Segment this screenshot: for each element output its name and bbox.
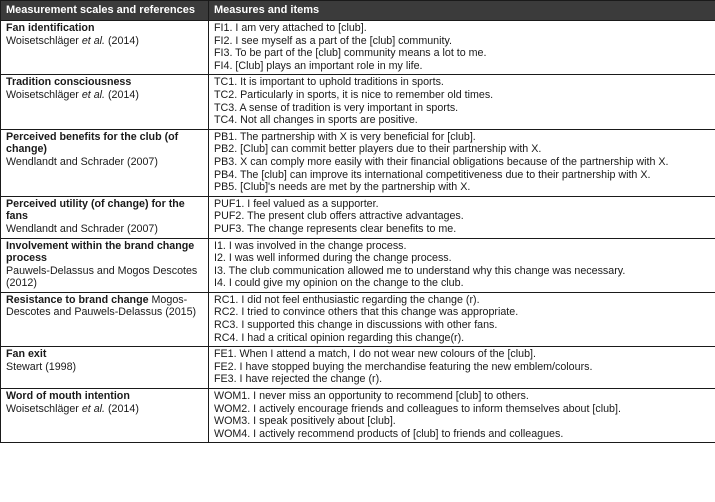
- scale-name: Fan identification: [6, 22, 95, 34]
- item-text: TC1. It is important to uphold traditions in sports.: [214, 76, 444, 89]
- scale-cell: [1, 238, 209, 292]
- scale-reference: Woisetschläger et al. (2014): [6, 402, 139, 415]
- item-text: TC4. Not all changes in sports are positive.: [214, 114, 418, 127]
- item-text: PB5. [Club]'s needs are met by the partnership with X.: [214, 181, 471, 194]
- scale-name: Involvement within the brand change process: [6, 239, 195, 265]
- scale-reference: Pauwels-Delassus and Mogos Descotes (2012): [6, 264, 198, 290]
- scale-cell: [1, 292, 209, 346]
- item-text: I2. I was well informed during the change process.: [214, 252, 452, 265]
- header-scales: Measurement scales and references: [1, 1, 209, 21]
- table-row: [1, 389, 715, 443]
- items-cell: [209, 347, 715, 389]
- scale-cell: [1, 347, 209, 389]
- scale-reference: Mogos-Descotes and Pauwels-Delassus (2015): [6, 293, 197, 319]
- scale-reference: Wendlandt and Schrader (2007): [6, 222, 158, 235]
- scale-cell: [1, 129, 209, 196]
- scale-cell: [1, 21, 209, 75]
- scale-name: Fan exit: [6, 348, 47, 361]
- item-text: PUF3. The change represents clear benefits to me.: [214, 222, 457, 235]
- item-text: PUF2. The present club offers attractive advantages.: [214, 210, 464, 223]
- item-text: FI1. I am very attached to [club].: [214, 22, 367, 34]
- item-text: I1. I was involved in the change process.: [214, 239, 407, 252]
- table-row: [1, 347, 715, 389]
- item-text: WOM1. I never miss an opportunity to recommend [club] to others.: [214, 390, 529, 403]
- scale-cell: [1, 75, 209, 129]
- scale-name: Tradition consciousness: [6, 76, 132, 89]
- scale-cell: [1, 196, 209, 238]
- item-text: WOM2. I actively encourage friends and colleagues to inform themselves about [club].: [214, 402, 621, 415]
- scale-name: Word of mouth intention: [6, 390, 130, 403]
- item-text: FE3. I have rejected the change (r).: [214, 373, 383, 386]
- table-row: [1, 75, 715, 129]
- scale-reference: Stewart (1998): [6, 360, 77, 373]
- table-row: [1, 238, 715, 292]
- item-text: PB2. [Club] can commit better players due to their partnership with X.: [214, 143, 542, 156]
- items-cell: [209, 75, 715, 129]
- scale-name: Perceived benefits for the club (of change): [6, 130, 179, 156]
- item-text: PB4. The [club] can improve its international competitiveness due to their partnership with X.: [214, 168, 651, 181]
- item-text: WOM3. I speak positively about [club].: [214, 415, 396, 428]
- items-cell: [209, 292, 715, 346]
- items-cell: [209, 389, 715, 443]
- item-text: PB3. X can comply more easily with their financial obligations because of the partnership with X.: [214, 155, 669, 168]
- item-text: TC2. Particularly in sports, it is nice to remember old times.: [214, 88, 494, 101]
- item-text: RC2. I tried to convince others that this change was appropriate.: [214, 306, 519, 319]
- item-text: FI2. I see myself as a part of the [club] community.: [214, 34, 452, 47]
- scale-name: Perceived utility (of change) for the fans: [6, 197, 185, 223]
- items-cell: [209, 21, 715, 75]
- item-text: FE1. When I attend a match, I do not wear new colours of the [club].: [214, 348, 536, 361]
- item-text: RC3. I supported this change in discussions with other fans.: [214, 319, 498, 332]
- scale-name: Resistance to brand change: [6, 293, 149, 306]
- scale-reference: Woisetschläger et al. (2014): [6, 88, 139, 101]
- scale-cell: [1, 389, 209, 443]
- table-header-row: [1, 1, 715, 21]
- table-row: [1, 292, 715, 346]
- item-text: PB1. The partnership with X is very beneficial for [club].: [214, 130, 476, 143]
- item-text: PUF1. I feel valued as a supporter.: [214, 197, 379, 210]
- header-measures: Measures and items: [209, 1, 715, 21]
- item-text: RC1. I did not feel enthusiastic regarding the change (r).: [214, 293, 480, 306]
- items-cell: [209, 129, 715, 196]
- table-row: [1, 196, 715, 238]
- items-cell: [209, 238, 715, 292]
- item-text: I4. I could give my opinion on the change to the club.: [214, 277, 464, 290]
- item-text: FE2. I have stopped buying the merchandise featuring the new emblem/colours.: [214, 360, 593, 373]
- item-text: FI3. To be part of the [club] community means a lot to me.: [214, 47, 487, 60]
- scale-reference: Woisetschläger et al. (2014): [6, 34, 139, 47]
- item-text: FI4. [Club] plays an important role in my life.: [214, 59, 423, 72]
- items-cell: [209, 196, 715, 238]
- item-text: I3. The club communication allowed me to understand why this change was necessary.: [214, 264, 626, 277]
- item-text: WOM4. I actively recommend products of [club] to friends and colleagues.: [214, 427, 564, 440]
- item-text: RC4. I had a critical opinion regarding this change(r).: [214, 331, 465, 344]
- item-text: TC3. A sense of tradition is very important in sports.: [214, 101, 459, 114]
- table-row: [1, 21, 715, 75]
- scale-reference: Wendlandt and Schrader (2007): [6, 155, 158, 168]
- table-row: [1, 129, 715, 196]
